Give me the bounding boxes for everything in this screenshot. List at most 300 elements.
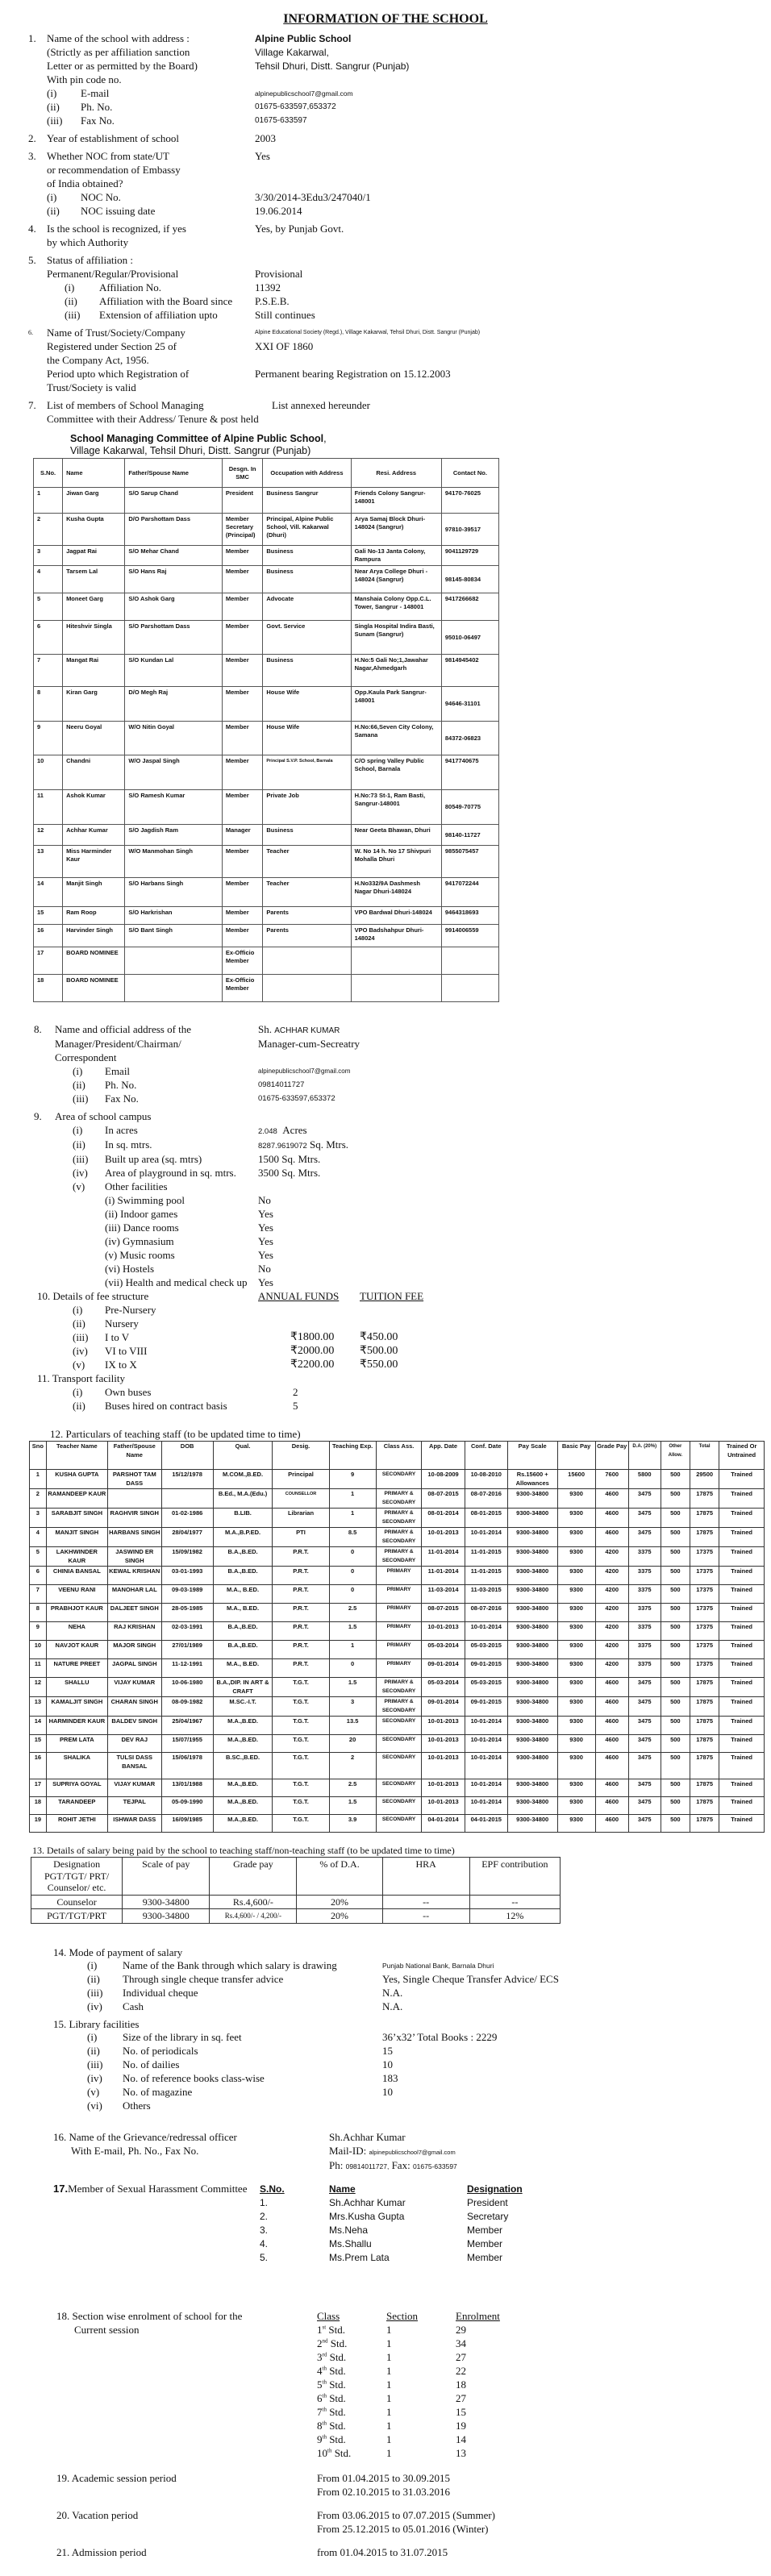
committee-row bbox=[0, 2251, 771, 2265]
staff-row bbox=[30, 1797, 765, 1815]
staff-cell: 500 bbox=[661, 1567, 690, 1585]
smc-cell: Parents bbox=[263, 907, 351, 925]
tuition-fee-value: ₹550.00 bbox=[360, 1359, 398, 1371]
field-row bbox=[0, 2058, 771, 2072]
staff-cell: 10-01-2013 bbox=[422, 1779, 465, 1797]
society-name: Alpine Educational Society (Regd.), Village Kakarwal, Tehsil Dhuri, Distt. Sangrur (Punjab) bbox=[255, 330, 481, 335]
section-11 bbox=[0, 1372, 771, 1413]
staff-row bbox=[30, 1641, 765, 1659]
staff-cell: 09-01-2014 bbox=[422, 1697, 465, 1717]
staff-cell: 9300 bbox=[557, 1528, 595, 1547]
item-roman: (v) bbox=[73, 1359, 85, 1371]
smc-cell: 7 bbox=[34, 655, 63, 687]
smc-cell: Ram Roop bbox=[63, 907, 125, 925]
enrolment-class bbox=[317, 2351, 386, 2364]
tuition-fee-value: ₹450.00 bbox=[360, 1331, 398, 1343]
facility-value: Yes bbox=[258, 1276, 273, 1288]
area-number: 8287.9619072 bbox=[258, 1142, 307, 1151]
smc-cell: Miss Harminder Kaur bbox=[63, 846, 125, 878]
affiliation-extension: Still continues bbox=[255, 309, 315, 321]
establishment-year: 2003 bbox=[255, 132, 276, 144]
staff-cell: SARABJIT SINGH bbox=[46, 1509, 107, 1528]
smc-cell: Member bbox=[222, 722, 262, 755]
smc-title-line bbox=[70, 433, 771, 445]
smc-table-body bbox=[34, 488, 499, 1002]
salary-col-header: Grade pay bbox=[210, 1858, 297, 1896]
salary-mode-list bbox=[0, 1959, 771, 2014]
item-roman: (i) bbox=[47, 191, 57, 203]
section-3 bbox=[0, 150, 771, 218]
class-std: Std. bbox=[328, 2323, 346, 2336]
staff-cell: Trained bbox=[719, 1585, 765, 1604]
class-ordinal: th bbox=[322, 2365, 327, 2372]
field-label: Area of school campus bbox=[55, 1110, 152, 1122]
fee-row bbox=[0, 1331, 771, 1345]
field-label: Ph. No. bbox=[81, 101, 113, 113]
enrolment-count: 29 bbox=[456, 2323, 466, 2336]
field-row bbox=[0, 191, 771, 205]
salary-col-header: % of D.A. bbox=[297, 1858, 382, 1896]
salary-col-header: EPF contribution bbox=[469, 1858, 560, 1896]
staff-cell: 17375 bbox=[690, 1622, 719, 1641]
staff-cell: 3475 bbox=[628, 1779, 661, 1797]
field-row bbox=[0, 295, 771, 309]
field-row bbox=[0, 2310, 771, 2324]
academic-session-value: From 02.10.2015 to 31.03.2016 bbox=[317, 2485, 451, 2498]
staff-cell: B.A.,B.ED. bbox=[213, 1622, 273, 1641]
staff-cell: 17875 bbox=[690, 1489, 719, 1509]
smc-cell: S/O Hans Raj bbox=[125, 566, 223, 593]
fee-class: Nursery bbox=[105, 1317, 139, 1330]
staff-cell: 11-01-2014 bbox=[422, 1567, 465, 1585]
item-roman: (ii) bbox=[65, 295, 77, 307]
staff-cell: 9300-34800 bbox=[507, 1697, 557, 1717]
staff-cell: COUNSELLOR bbox=[273, 1489, 329, 1509]
staff-cell: RAJ KRISHAN bbox=[107, 1622, 161, 1641]
smc-col-header: Father/Spouse Name bbox=[125, 459, 223, 488]
staff-cell: BALDEV SINGH bbox=[107, 1717, 161, 1735]
area-number: 2.048 bbox=[258, 1127, 277, 1136]
class-ordinal: st bbox=[322, 2324, 327, 2331]
smc-cell: H.No:5 Gali No;1,Jawahar Nagar,Ahmedgarh bbox=[351, 655, 441, 687]
section-number: 2. bbox=[28, 132, 36, 144]
field-row bbox=[0, 399, 771, 413]
facility-value: Yes bbox=[258, 1235, 273, 1247]
school-address: Tehsil Dhuri, Distt. Sangrur (Punjab) bbox=[255, 60, 410, 72]
field-row bbox=[0, 413, 771, 427]
smc-row bbox=[34, 947, 499, 975]
field-label: Name and official address of the bbox=[55, 1023, 192, 1035]
smc-cell: Member bbox=[222, 621, 262, 655]
facility-value: No bbox=[258, 1194, 271, 1206]
field-label: Name of the Bank through which salary is drawing bbox=[123, 1958, 337, 1971]
staff-cell: PRIMARY & SECONDARY bbox=[376, 1489, 422, 1509]
smc-cell: Moneet Garg bbox=[63, 593, 125, 621]
smc-cell: Member bbox=[222, 593, 262, 621]
smc-cell: 9464318693 bbox=[441, 907, 498, 925]
staff-cell: KAMALJIT SINGH bbox=[46, 1697, 107, 1717]
smc-cell: Member bbox=[222, 566, 262, 593]
smc-cell bbox=[263, 947, 351, 975]
staff-cell: 500 bbox=[661, 1659, 690, 1678]
staff-cell: 1 bbox=[329, 1489, 376, 1509]
field-row bbox=[0, 32, 771, 46]
field-value: 183 bbox=[382, 2071, 398, 2084]
smc-cell: 18 bbox=[34, 975, 63, 1002]
staff-row bbox=[30, 1735, 765, 1753]
staff-cell: 05-03-2014 bbox=[422, 1678, 465, 1697]
vacation-value: From 03.06.2015 to 07.07.2015 (Summer) bbox=[317, 2508, 495, 2521]
staff-cell: 7600 bbox=[595, 1470, 628, 1489]
smc-cell: 1 bbox=[34, 488, 63, 514]
class-ordinal: th bbox=[322, 2378, 327, 2386]
staff-cell: 02-03-1991 bbox=[161, 1622, 213, 1641]
staff-cell: 10-01-2014 bbox=[465, 1622, 507, 1641]
staff-cell: Rs.15600 + Allowances bbox=[507, 1470, 557, 1489]
class-std: Std. bbox=[329, 2432, 346, 2445]
staff-cell: 9300 bbox=[557, 1622, 595, 1641]
grievance-officer-mail bbox=[329, 2145, 771, 2159]
smc-cell: Ex-Officio Member bbox=[222, 947, 262, 975]
staff-cell: 10-01-2013 bbox=[422, 1753, 465, 1779]
enrolment-col-header: Class bbox=[317, 2309, 340, 2322]
fax-label: Fax: bbox=[391, 2158, 411, 2171]
staff-cell: M.A.,B.ED. bbox=[213, 1735, 273, 1753]
fee-row bbox=[0, 1304, 771, 1317]
field-row bbox=[0, 2100, 771, 2113]
smc-cell bbox=[125, 975, 223, 1002]
admission-label: 21. Admission period bbox=[56, 2545, 147, 2558]
staff-cell: 4600 bbox=[595, 1717, 628, 1735]
staff-cell: 500 bbox=[661, 1678, 690, 1697]
enrolment-class bbox=[317, 2406, 386, 2419]
field-label: Trust/Society is valid bbox=[47, 381, 136, 393]
staff-cell: 4600 bbox=[595, 1753, 628, 1779]
field-row bbox=[0, 1092, 771, 1106]
staff-cell: 05-09-1990 bbox=[161, 1797, 213, 1815]
field-value: 15 bbox=[382, 2044, 393, 2057]
field-row bbox=[0, 2086, 771, 2100]
enrolment-count: 15 bbox=[456, 2405, 466, 2418]
section-number: 3. bbox=[28, 150, 36, 162]
annual-funds-header: ANNUAL FUNDS bbox=[258, 1290, 340, 1302]
field-row bbox=[0, 309, 771, 323]
class-std: Std. bbox=[329, 2364, 346, 2377]
fee-row bbox=[0, 1317, 771, 1331]
salary-col-header: Scale of pay bbox=[123, 1858, 210, 1896]
enrolment-section: 1 bbox=[386, 2432, 392, 2445]
class-number: 3 bbox=[317, 2350, 323, 2363]
staff-cell: 4600 bbox=[595, 1815, 628, 1833]
committee-cell: Member bbox=[467, 2237, 503, 2249]
enrolment-count: 34 bbox=[456, 2337, 466, 2349]
staff-cell: Trained bbox=[719, 1717, 765, 1735]
smc-cell: S/O Ashok Garg bbox=[125, 593, 223, 621]
smc-cell: 9 bbox=[34, 722, 63, 755]
smc-cell: Business bbox=[263, 655, 351, 687]
staff-cell: 1.5 bbox=[329, 1622, 376, 1641]
committee-row bbox=[0, 2196, 771, 2210]
manager-name-text: ACHHAR KUMAR bbox=[274, 1026, 340, 1035]
smc-header-row bbox=[34, 459, 499, 488]
section-21 bbox=[0, 2546, 771, 2560]
staff-cell: 3475 bbox=[628, 1678, 661, 1697]
smc-cell: 9914006559 bbox=[441, 925, 498, 947]
smc-cell bbox=[441, 947, 498, 975]
staff-cell: Trained bbox=[719, 1779, 765, 1797]
committee-row bbox=[0, 2224, 771, 2237]
facility-label: (vi) Hostels bbox=[105, 1263, 155, 1275]
smc-cell: W/O Jaspal Singh bbox=[125, 755, 223, 790]
staff-cell: 09-03-1989 bbox=[161, 1585, 213, 1604]
staff-cell: 3375 bbox=[628, 1585, 661, 1604]
section-9 bbox=[0, 1110, 771, 1290]
staff-cell: 9300 bbox=[557, 1509, 595, 1528]
staff-cell: 3 bbox=[30, 1509, 47, 1528]
smc-cell: H.No:73 St-1, Ram Basti, Sangrur-148001 bbox=[351, 790, 441, 825]
vacation-label: 20. Vacation period bbox=[56, 2508, 139, 2521]
lower-sections bbox=[0, 1946, 771, 2560]
field-row bbox=[0, 1263, 771, 1276]
smc-cell: S/O Bant Singh bbox=[125, 925, 223, 947]
staff-cell: 17 bbox=[30, 1779, 47, 1797]
staff-cell: 1.5 bbox=[329, 1678, 376, 1697]
committee-row bbox=[0, 2237, 771, 2251]
committee-cell: President bbox=[467, 2196, 508, 2208]
enrolment-class bbox=[317, 2433, 386, 2446]
grievance-officer-contact bbox=[329, 2159, 771, 2173]
smc-cell: Parents bbox=[263, 925, 351, 947]
item-roman: (ii) bbox=[47, 101, 60, 113]
fee-class: I to V bbox=[105, 1331, 130, 1343]
field-label: List of members of School Managing bbox=[47, 399, 204, 411]
smc-cell: D/O Parshottam Dass bbox=[125, 514, 223, 546]
staff-cell: 15/06/1978 bbox=[161, 1753, 213, 1779]
staff-cell: B.SC.,B.ED. bbox=[213, 1753, 273, 1779]
smc-cell: 13 bbox=[34, 846, 63, 878]
section-4 bbox=[0, 223, 771, 250]
staff-cell: 500 bbox=[661, 1509, 690, 1528]
staff-cell: P.R.T. bbox=[273, 1604, 329, 1622]
staff-col-header: Other Allow. bbox=[661, 1442, 690, 1470]
staff-cell: 01-02-1986 bbox=[161, 1509, 213, 1528]
smc-cell: Manjit Singh bbox=[63, 878, 125, 907]
staff-cell: 09-01-2015 bbox=[465, 1697, 507, 1717]
fee-class: IX to X bbox=[105, 1359, 137, 1371]
class-ordinal: th bbox=[322, 2420, 327, 2427]
campus-area-list bbox=[0, 1124, 771, 1194]
staff-cell: 17375 bbox=[690, 1659, 719, 1678]
salary-cell: -- bbox=[382, 1909, 469, 1924]
smc-row bbox=[34, 621, 499, 655]
enrolment-section: 1 bbox=[386, 2391, 392, 2404]
enrolment-count: 27 bbox=[456, 2391, 466, 2404]
field-row bbox=[0, 2159, 771, 2173]
enrolment-section: 1 bbox=[386, 2419, 392, 2432]
item-roman: (iii) bbox=[73, 1092, 89, 1105]
section-7 bbox=[0, 399, 771, 427]
mail-label: Mail-ID: bbox=[329, 2144, 367, 2157]
salary-cell: 9300-34800 bbox=[123, 1895, 210, 1909]
field-row bbox=[0, 1959, 771, 1973]
field-label: Current session bbox=[74, 2323, 140, 2336]
field-row bbox=[0, 73, 771, 87]
staff-cell: 11-03-2015 bbox=[465, 1585, 507, 1604]
committee-cell: Ms.Shallu bbox=[329, 2237, 372, 2249]
academic-session-label: 19. Academic session period bbox=[56, 2471, 177, 2484]
facility-label: (i) Swimming pool bbox=[105, 1194, 185, 1206]
staff-cell: 10-01-2014 bbox=[465, 1717, 507, 1735]
staff-cell: 11-01-2015 bbox=[465, 1567, 507, 1585]
staff-cell: 500 bbox=[661, 1604, 690, 1622]
staff-cell: 3375 bbox=[628, 1567, 661, 1585]
enrolment-section: 1 bbox=[386, 2378, 392, 2391]
smc-table bbox=[33, 458, 499, 1002]
smc-cell: 14 bbox=[34, 878, 63, 907]
field-label: NOC issuing date bbox=[81, 205, 156, 217]
section-18 bbox=[0, 2310, 771, 2461]
staff-table bbox=[29, 1441, 765, 1833]
staff-cell: 1 bbox=[30, 1470, 47, 1489]
staff-cell: 9300 bbox=[557, 1753, 595, 1779]
staff-cell: DEV RAJ bbox=[107, 1735, 161, 1753]
field-label: No. of magazine bbox=[123, 2085, 193, 2098]
field-row bbox=[0, 1208, 771, 1221]
item-roman: (ii) bbox=[73, 1400, 85, 1412]
staff-cell: SHALIKA bbox=[46, 1753, 107, 1779]
staff-cell: SHALLU bbox=[46, 1678, 107, 1697]
smc-cell: Mangat Rai bbox=[63, 655, 125, 687]
enrolment-col-header: Section bbox=[386, 2309, 418, 2322]
field-label: With pin code no. bbox=[47, 73, 122, 85]
smc-row bbox=[34, 790, 499, 825]
smc-row bbox=[34, 722, 499, 755]
staff-cell: 9300 bbox=[557, 1659, 595, 1678]
field-label: Affiliation No. bbox=[99, 281, 162, 293]
field-row bbox=[0, 1249, 771, 1263]
staff-cell: Trained bbox=[719, 1509, 765, 1528]
admission-value: from 01.04.2015 to 31.07.2015 bbox=[317, 2545, 448, 2558]
staff-cell: 13 bbox=[30, 1697, 47, 1717]
smc-cell: 9417740675 bbox=[441, 755, 498, 790]
staff-cell: 08-07-2016 bbox=[465, 1489, 507, 1509]
staff-cell: 10-01-2014 bbox=[465, 1753, 507, 1779]
committee-col-header: Name bbox=[329, 2183, 356, 2195]
staff-cell: 11-12-1991 bbox=[161, 1659, 213, 1678]
class-std: Std. bbox=[329, 2405, 346, 2418]
staff-row bbox=[30, 1489, 765, 1509]
field-row bbox=[0, 2131, 771, 2145]
field-label: of India obtained? bbox=[47, 177, 123, 189]
smc-cell: S/O Parshottam Dass bbox=[125, 621, 223, 655]
item-roman: (i) bbox=[73, 1124, 83, 1136]
field-label: Cash bbox=[123, 2000, 144, 2012]
staff-row bbox=[30, 1622, 765, 1641]
staff-cell: 10-08-2010 bbox=[465, 1470, 507, 1489]
salary-row bbox=[31, 1909, 561, 1924]
smc-cell: 9041129729 bbox=[441, 546, 498, 566]
smc-cell: 9417072244 bbox=[441, 878, 498, 907]
smc-cell: D/O Megh Raj bbox=[125, 687, 223, 722]
staff-cell: T.G.T. bbox=[273, 1678, 329, 1697]
staff-row bbox=[30, 1547, 765, 1567]
staff-cell: DALJEET SINGH bbox=[107, 1604, 161, 1622]
staff-cell: TARANDEEP bbox=[46, 1797, 107, 1815]
staff-cell: 10-01-2013 bbox=[422, 1622, 465, 1641]
annual-fund-value: ₹2200.00 bbox=[290, 1359, 335, 1371]
smc-list-note: List annexed hereunder bbox=[272, 399, 371, 411]
smc-row bbox=[34, 925, 499, 947]
field-label: Email bbox=[105, 1065, 131, 1077]
salary-header-row bbox=[31, 1858, 561, 1896]
staff-cell: 9300-34800 bbox=[507, 1815, 557, 1833]
staff-cell: PRIMARY bbox=[376, 1659, 422, 1678]
smc-cell: House Wife bbox=[263, 722, 351, 755]
section-number: 17. bbox=[53, 2182, 69, 2195]
field-label: Area of playground in sq. mtrs. bbox=[105, 1167, 236, 1179]
smc-cell: Private Job bbox=[263, 790, 351, 825]
staff-cell: 3475 bbox=[628, 1509, 661, 1528]
staff-cell: 9300-34800 bbox=[507, 1779, 557, 1797]
smc-col-header: Resi. Address bbox=[351, 459, 441, 488]
smc-cell: Govt. Service bbox=[263, 621, 351, 655]
staff-cell: 19 bbox=[30, 1815, 47, 1833]
field-row bbox=[0, 1065, 771, 1079]
field-row bbox=[0, 205, 771, 218]
staff-cell: 1 bbox=[329, 1509, 376, 1528]
smc-row bbox=[34, 755, 499, 790]
staff-cell: 03-01-1993 bbox=[161, 1567, 213, 1585]
item-roman: (ii) bbox=[87, 1972, 100, 1985]
enrolment-row bbox=[0, 2447, 771, 2461]
staff-cell: 500 bbox=[661, 1622, 690, 1641]
library-list bbox=[0, 2031, 771, 2113]
smc-cell: BOARD NOMINEE bbox=[63, 975, 125, 1002]
staff-cell: LAKHWINDER KAUR bbox=[46, 1547, 107, 1567]
committee-cell: Ms.Prem Lata bbox=[329, 2251, 390, 2263]
staff-cell: 4600 bbox=[595, 1489, 628, 1509]
staff-cell: 2 bbox=[30, 1489, 47, 1509]
field-label: Name of Trust/Society/Company bbox=[47, 327, 185, 339]
staff-cell: 08-07-2015 bbox=[422, 1604, 465, 1622]
spacer bbox=[0, 2265, 771, 2310]
enrolment-class bbox=[317, 2365, 386, 2378]
staff-cell: 9300-34800 bbox=[507, 1797, 557, 1815]
staff-cell: RAGHVIR SINGH bbox=[107, 1509, 161, 1528]
staff-cell: 9300-34800 bbox=[507, 1567, 557, 1585]
staff-cell: 3475 bbox=[628, 1528, 661, 1547]
smc-cell: Chandni bbox=[63, 755, 125, 790]
smc-cell: VPO Bardwal Dhuri-148024 bbox=[351, 907, 441, 925]
class-number: 5 bbox=[317, 2378, 323, 2391]
enrolment-section: 1 bbox=[386, 2350, 392, 2363]
area-unit: Sq. Mtrs. bbox=[310, 1138, 349, 1151]
staff-cell: 3475 bbox=[628, 1717, 661, 1735]
smc-cell: 17 bbox=[34, 947, 63, 975]
field-value: Punjab National Bank, Barnala Dhuri bbox=[382, 1961, 494, 1970]
staff-cell: Trained bbox=[719, 1678, 765, 1697]
middle-sections bbox=[0, 1023, 771, 1413]
item-roman: (v) bbox=[73, 1180, 85, 1192]
staff-cell bbox=[161, 1489, 213, 1509]
staff-cell: 9300-34800 bbox=[507, 1585, 557, 1604]
smc-cell: Friends Colony Sangrur-148001 bbox=[351, 488, 441, 514]
staff-cell: 4 bbox=[30, 1528, 47, 1547]
area-unit: 1500 Sq. Mtrs. bbox=[258, 1153, 321, 1165]
field-row bbox=[0, 2509, 771, 2523]
item-roman: (i) bbox=[73, 1304, 83, 1316]
staff-cell: JASWIND ER SINGH bbox=[107, 1547, 161, 1567]
